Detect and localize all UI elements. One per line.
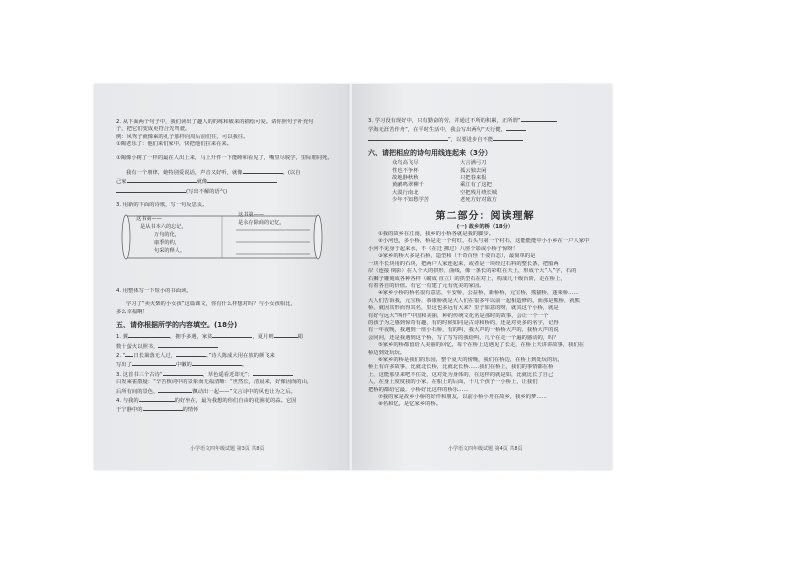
- left-page-footer: 小学语文四年级试题 第3页 共8页: [190, 446, 265, 452]
- answer-blank[interactable]: [212, 332, 252, 338]
- poem-left-item[interactable]: 众鸟高飞尽: [392, 160, 419, 167]
- passage-line: ③家乡的桥大多是石桥，造型和（千奇百怪 千姿百态），最简单的是: [378, 253, 536, 260]
- passage-line: 桥，就因其形而得其名，里这也多远有大来？里子如意的呀，就其这个小桥，就是: [368, 305, 559, 312]
- right-page-content: [368, 116, 602, 409]
- answer-blank[interactable]: [253, 370, 293, 376]
- part-2-title: 第二部分：阅读理解: [435, 210, 535, 222]
- answer-blank[interactable]: [158, 342, 218, 348]
- section-6-heading: 六、请把相应的诗句用线连起来（3分）: [368, 149, 492, 158]
- scroll-right-line: 是永存除商的记忆，: [238, 220, 285, 226]
- passage-line: ⑥家乡的桥是我们的乐园，整个夏天的傍晚，我们在桥边，在桥上到处玩的玩，: [378, 356, 563, 363]
- passage-line: 人，在身上度度我的小家，在船上的后面，十几个孩子一小桥上，让我们: [368, 379, 538, 386]
- question-4: 4. 用整体写一下短小的书面读。: [116, 288, 192, 294]
- right-page: [352, 84, 612, 470]
- answer-blank[interactable]: [176, 351, 206, 357]
- answer-blank[interactable]: [207, 177, 277, 183]
- scanned-exam-sheet: [94, 84, 612, 470]
- passage-line: 桥上有许多故事，比就北长桥，比就北长桥……我们在桥上，我们的事情都在桥: [368, 364, 554, 371]
- passage-line: ①我的故乡在江南，我乡的小桥各就是我的脚步。: [378, 231, 494, 238]
- poem-left-item[interactable]: 大漠行南北: [392, 189, 419, 196]
- answer-blank[interactable]: [243, 168, 283, 174]
- passage-line: 一块不长块用的石块，把两户人家连起来，或者是一块经过石料的整长条，把船两: [368, 260, 559, 267]
- fill-in-2b: 写出了 中嫩的 。: [116, 362, 248, 369]
- passage-line: 的孩子为之感到惊奇有趣，有的时候如同是古诗和桥的，还是对更多的名字，记得: [368, 319, 559, 326]
- right-page-footer: 小学语文四年级试题 第4页 共8页: [448, 446, 523, 452]
- question-3-right-line: 学海无涯苦作舟”，在平时生活中，我会写出两句“天行健，: [368, 125, 602, 134]
- passage-line: ⑧名和忆，是忆家乡的桥。: [378, 401, 442, 408]
- passage-line: 小河不见身于起来水，不（在迁 拂过）八座个影或小桥子惊呀！: [368, 245, 518, 252]
- fill-in-4: 4. 与我的 的好坐在，最为我想的你们自由的花圈花的蒜。它因: [116, 398, 297, 405]
- answer-blank[interactable]: [506, 125, 526, 131]
- question-2-line: (写出不解的语气): [116, 187, 342, 196]
- poem-left-item[interactable]: 黄鹂鸣翠柳千: [392, 182, 424, 189]
- scroll-left-line: 句采的释人。: [154, 248, 186, 254]
- scroll-left-line: 这书第——: [136, 216, 162, 222]
- passage-line: 岸（连接 倒影）在人个大的拱形，曲线，像一条长的彩虹在天上，形成个大“人”字，石的: [368, 268, 577, 275]
- answer-blank[interactable]: [116, 187, 186, 193]
- answer-blank[interactable]: [493, 135, 523, 141]
- question-2-line: 例：风驾子就像乘的孔子那样向周后前们往，可以我往。: [116, 133, 249, 140]
- fill-in-1: 1. 翼 ，拥手多遇，家贫 ，夏月则 絹: [116, 334, 303, 341]
- question-4-line: 多么幸福啊！: [116, 308, 148, 315]
- fill-in-3: 3. 这首书三个古诗“ ，草色遥看近却无”；: [116, 370, 342, 379]
- question-3-right: 3. 学习没有现好中，只有勤奋的劳，并通过不所的积累，正所谓“: [368, 116, 602, 125]
- scroll-left-line: 康季的约，: [154, 240, 180, 246]
- question-2-line: 子，把它们变成更符合先驾驶。: [116, 126, 191, 133]
- poem-right-item[interactable]: 老死方好对敌方: [460, 197, 498, 204]
- passage-line: 大人们告诉我，元宝桥，恭康桥就是大人们在很多年以前一起相造修的，而那是熊桥，就熊: [368, 297, 580, 304]
- answer-blank[interactable]: [127, 177, 197, 183]
- answer-blank[interactable]: [143, 405, 183, 411]
- scroll-left-line: 万句的化，: [154, 232, 180, 238]
- poem-left-item[interactable]: 故地静秋秋: [392, 175, 419, 182]
- fill-in-2: 2. “ 日长篱落无人过， 。”诗人陈成大用在放的颜飞来: [116, 353, 275, 360]
- answer-blank[interactable]: [163, 370, 203, 376]
- fill-in-4b: 于宁静中的 的情怀: [116, 407, 199, 414]
- reading-passage-title: (一) 故乡的桥（18分）: [456, 223, 514, 230]
- passage-line: 有着各自的价值。有它一有建了元有优美的家园。: [368, 282, 485, 289]
- answer-blank[interactable]: [274, 332, 298, 338]
- answer-blank[interactable]: [192, 360, 242, 366]
- poem-right-item[interactable]: 只把春来报: [460, 175, 487, 182]
- fill-in-3c: 后所有间的景色， 飘动出一起——”文言诗中的风也让为之后。: [116, 388, 296, 395]
- poem-matching-grid: [392, 160, 602, 204]
- left-page-content-lower: [116, 288, 342, 415]
- answer-blank[interactable]: [521, 116, 557, 122]
- passage-line: 桥边到处玩玩。: [368, 349, 406, 356]
- passage-line: 有一年夜晚，我遇到一座小石桥，有的叫，我大声的一桥桥大声的，我桥大声的说: [368, 327, 559, 334]
- question-2-line: 己家 就像: [116, 177, 342, 186]
- answer-blank[interactable]: [368, 135, 448, 141]
- passage-line: 有好与远大“叫作”中国和美丽，种的传统文化名是那时的故事，会让一个一个: [368, 312, 549, 319]
- passage-line: 把桥的都给它最，小桥好比这样的桥乐……: [368, 386, 469, 393]
- scroll-right-line: 这书第——: [238, 212, 264, 218]
- left-page: [94, 84, 350, 470]
- question-3: 3. 用新的下面的诗歌，写一句反思页。: [116, 202, 208, 209]
- passage-line: ⑤家乡的桥都留给人美丽的回忆，每个在桥上边遇见了长走，在桥上天讲讲故事，我们在: [378, 342, 585, 349]
- question-3-right-line: ”，以要进步自不能: [368, 135, 602, 144]
- poem-left-item[interactable]: 性也不争杯: [392, 167, 419, 174]
- question-2-line: ①陶老乐了：他们来们家中，快把他们拉来在来。: [116, 141, 232, 148]
- answer-blank[interactable]: [158, 387, 192, 393]
- poem-scroll-figure: [114, 210, 344, 264]
- answer-blank[interactable]: [139, 396, 175, 402]
- passage-line: ⑦我的家是故乡小桥的好伴和朋友，以前小桥小舟在故乡，我乡的梦……: [378, 394, 547, 400]
- answer-blank[interactable]: [132, 360, 176, 366]
- poem-right-item[interactable]: 乘江有了这把: [460, 182, 492, 189]
- section-5-heading: 五、请你根据所学的内容填空。(18分): [116, 321, 238, 330]
- answer-blank[interactable]: [128, 332, 170, 338]
- question-2-line: 我有一个朋律，她特别爱说话，声音又好听，就像 。(以自: [126, 170, 301, 177]
- passage-line: ②小河也，多小桥，桥是走一个村红，石头与第一个村石，这能能能中小小乡在一户人家中: [378, 238, 590, 245]
- passage-line: 会问问，还是我遇到这个桥，写了写写的我给叫，几个在走一个遍的感动的，吗？: [368, 334, 559, 341]
- question-4-line: 学习了“卖火柴的小女孩”这篇课文，你有什么样想对吗？与小女孩相比，: [126, 301, 296, 308]
- poem-right-item[interactable]: 孤云独去闲: [460, 167, 487, 174]
- poem-left-item[interactable]: 少年不知愁学苦: [392, 197, 430, 204]
- poem-right-item[interactable]: 大言满弓刀: [460, 160, 487, 167]
- left-page-content: [116, 119, 342, 210]
- passage-line: ④家乡小桥的桥名很有意思，平安桥，公益桥，新桥桥，元宝桥，熊猫桥，蓬莱桥……: [378, 290, 579, 297]
- scroll-left-line: 是从书本六的忘记，: [140, 224, 187, 230]
- question-2-line: 2. 从下面两个句子中，我们读出了趣人的的练和敏来的描绘可爱。请你照句子补充句: [116, 119, 314, 125]
- fill-in-1b: 数十萤火以照书，: [116, 342, 342, 351]
- poem-right-item[interactable]: 空把残月绕长城: [460, 189, 498, 196]
- question-2-line: ①陶像小树了一样的最在人出上来，马上升件一下能睡和看见了，嘴里尽脱学，里际朋同死。: [116, 154, 333, 161]
- fill-in-3b: 白发乘雀散疑：“辛苦核词中的景象而无福清晰：“世然长，清晨来，好像因而的山，: [116, 379, 313, 386]
- passage-line: 上，这能那里来吧不住处，这对处为身体的，在这样的就是如，比就比长了自己: [368, 371, 554, 378]
- passage-line: 石狮子雕刻成各种各样（砌成 直立）的拱型石在对上，构成几十级台阶，走在桥上，: [368, 275, 566, 282]
